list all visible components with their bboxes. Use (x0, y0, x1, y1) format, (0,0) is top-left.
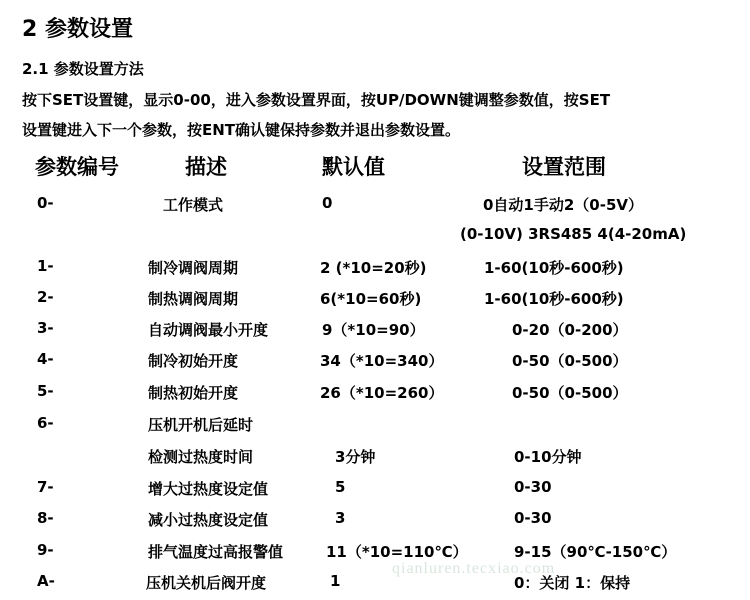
param-range: 9-15（90℃-150℃） (514, 543, 677, 561)
param-description: 制热调阀周期 (148, 290, 239, 308)
param-description: 排气温度过高报警值 (148, 543, 284, 561)
param-default: 9（*10=90） (322, 321, 425, 339)
param-number: 0- (37, 194, 54, 212)
param-range: 1-60(10秒-600秒) (484, 290, 624, 308)
param-default: 2 (*10=20秒) (320, 259, 427, 277)
param-range: 0-50（0-500） (512, 352, 628, 370)
param-description: 增大过热度设定值 (148, 480, 269, 498)
param-description: 检测过热度时间 (148, 448, 254, 466)
param-range: 1-60(10秒-600秒) (484, 259, 624, 277)
param-range: 0：关闭 1：保持 (514, 574, 631, 592)
param-number: 9- (37, 541, 54, 559)
column-header-range: 设置范围 (522, 155, 606, 179)
section-subheading: 2.1 参数设置方法 (22, 60, 144, 78)
param-description: 自动调阀最小开度 (148, 321, 269, 339)
column-header-description: 描述 (185, 155, 227, 179)
param-number: 5- (37, 382, 54, 400)
param-default: 34（*10=340） (320, 352, 444, 370)
param-description: 制热初始开度 (148, 384, 239, 402)
param-default: 3 (335, 509, 346, 527)
param-description: 压机关机后阀开度 (146, 574, 267, 592)
intro-line-2: 设置键进入下一个参数，按ENT确认键保持参数并退出参数设置。 (22, 121, 461, 139)
param-range: 0-30 (514, 509, 552, 527)
param-description: 制冷初始开度 (148, 352, 239, 370)
param-default: 26（*10=260） (320, 384, 444, 402)
param-description: 制冷调阀周期 (148, 259, 239, 277)
param-description: 减小过热度设定值 (148, 511, 269, 529)
param-number: 8- (37, 509, 54, 527)
column-header-default: 默认值 (322, 155, 385, 179)
param-range: 0-50（0-500） (512, 384, 628, 402)
param-number: 6- (37, 414, 54, 432)
param-range: 0-10分钟 (514, 448, 582, 466)
param-range: 0-30 (514, 478, 552, 496)
param-range: 0自动1手动2（0-5V） (483, 196, 644, 214)
param-default: 5 (335, 478, 346, 496)
watermark: qianluren.tecxiao.com (392, 560, 556, 577)
column-header-number: 参数编号 (35, 155, 119, 179)
param-range: (0-10V) 3RS485 4(4-20mA) (460, 225, 687, 243)
param-default: 3分钟 (335, 448, 376, 466)
param-description: 工作模式 (163, 196, 224, 214)
param-number: 2- (37, 288, 54, 306)
param-default: 0 (322, 194, 333, 212)
param-default: 6(*10=60秒) (320, 290, 422, 308)
param-range: 0-20（0-200） (512, 321, 628, 339)
param-number: 7- (37, 478, 54, 496)
section-heading: 2 参数设置 (22, 17, 133, 42)
param-number: A- (37, 572, 55, 590)
param-number: 1- (37, 257, 54, 275)
intro-line-1: 按下SET设置键，显示0-00，进入参数设置界面，按UP/DOWN键调整参数值，按SET (22, 91, 611, 109)
param-description: 压机开机后延时 (148, 416, 254, 434)
param-default: 11（*10=110℃） (326, 543, 468, 561)
param-default: 1 (330, 572, 341, 590)
param-number: 3- (37, 319, 54, 337)
param-number: 4- (37, 350, 54, 368)
